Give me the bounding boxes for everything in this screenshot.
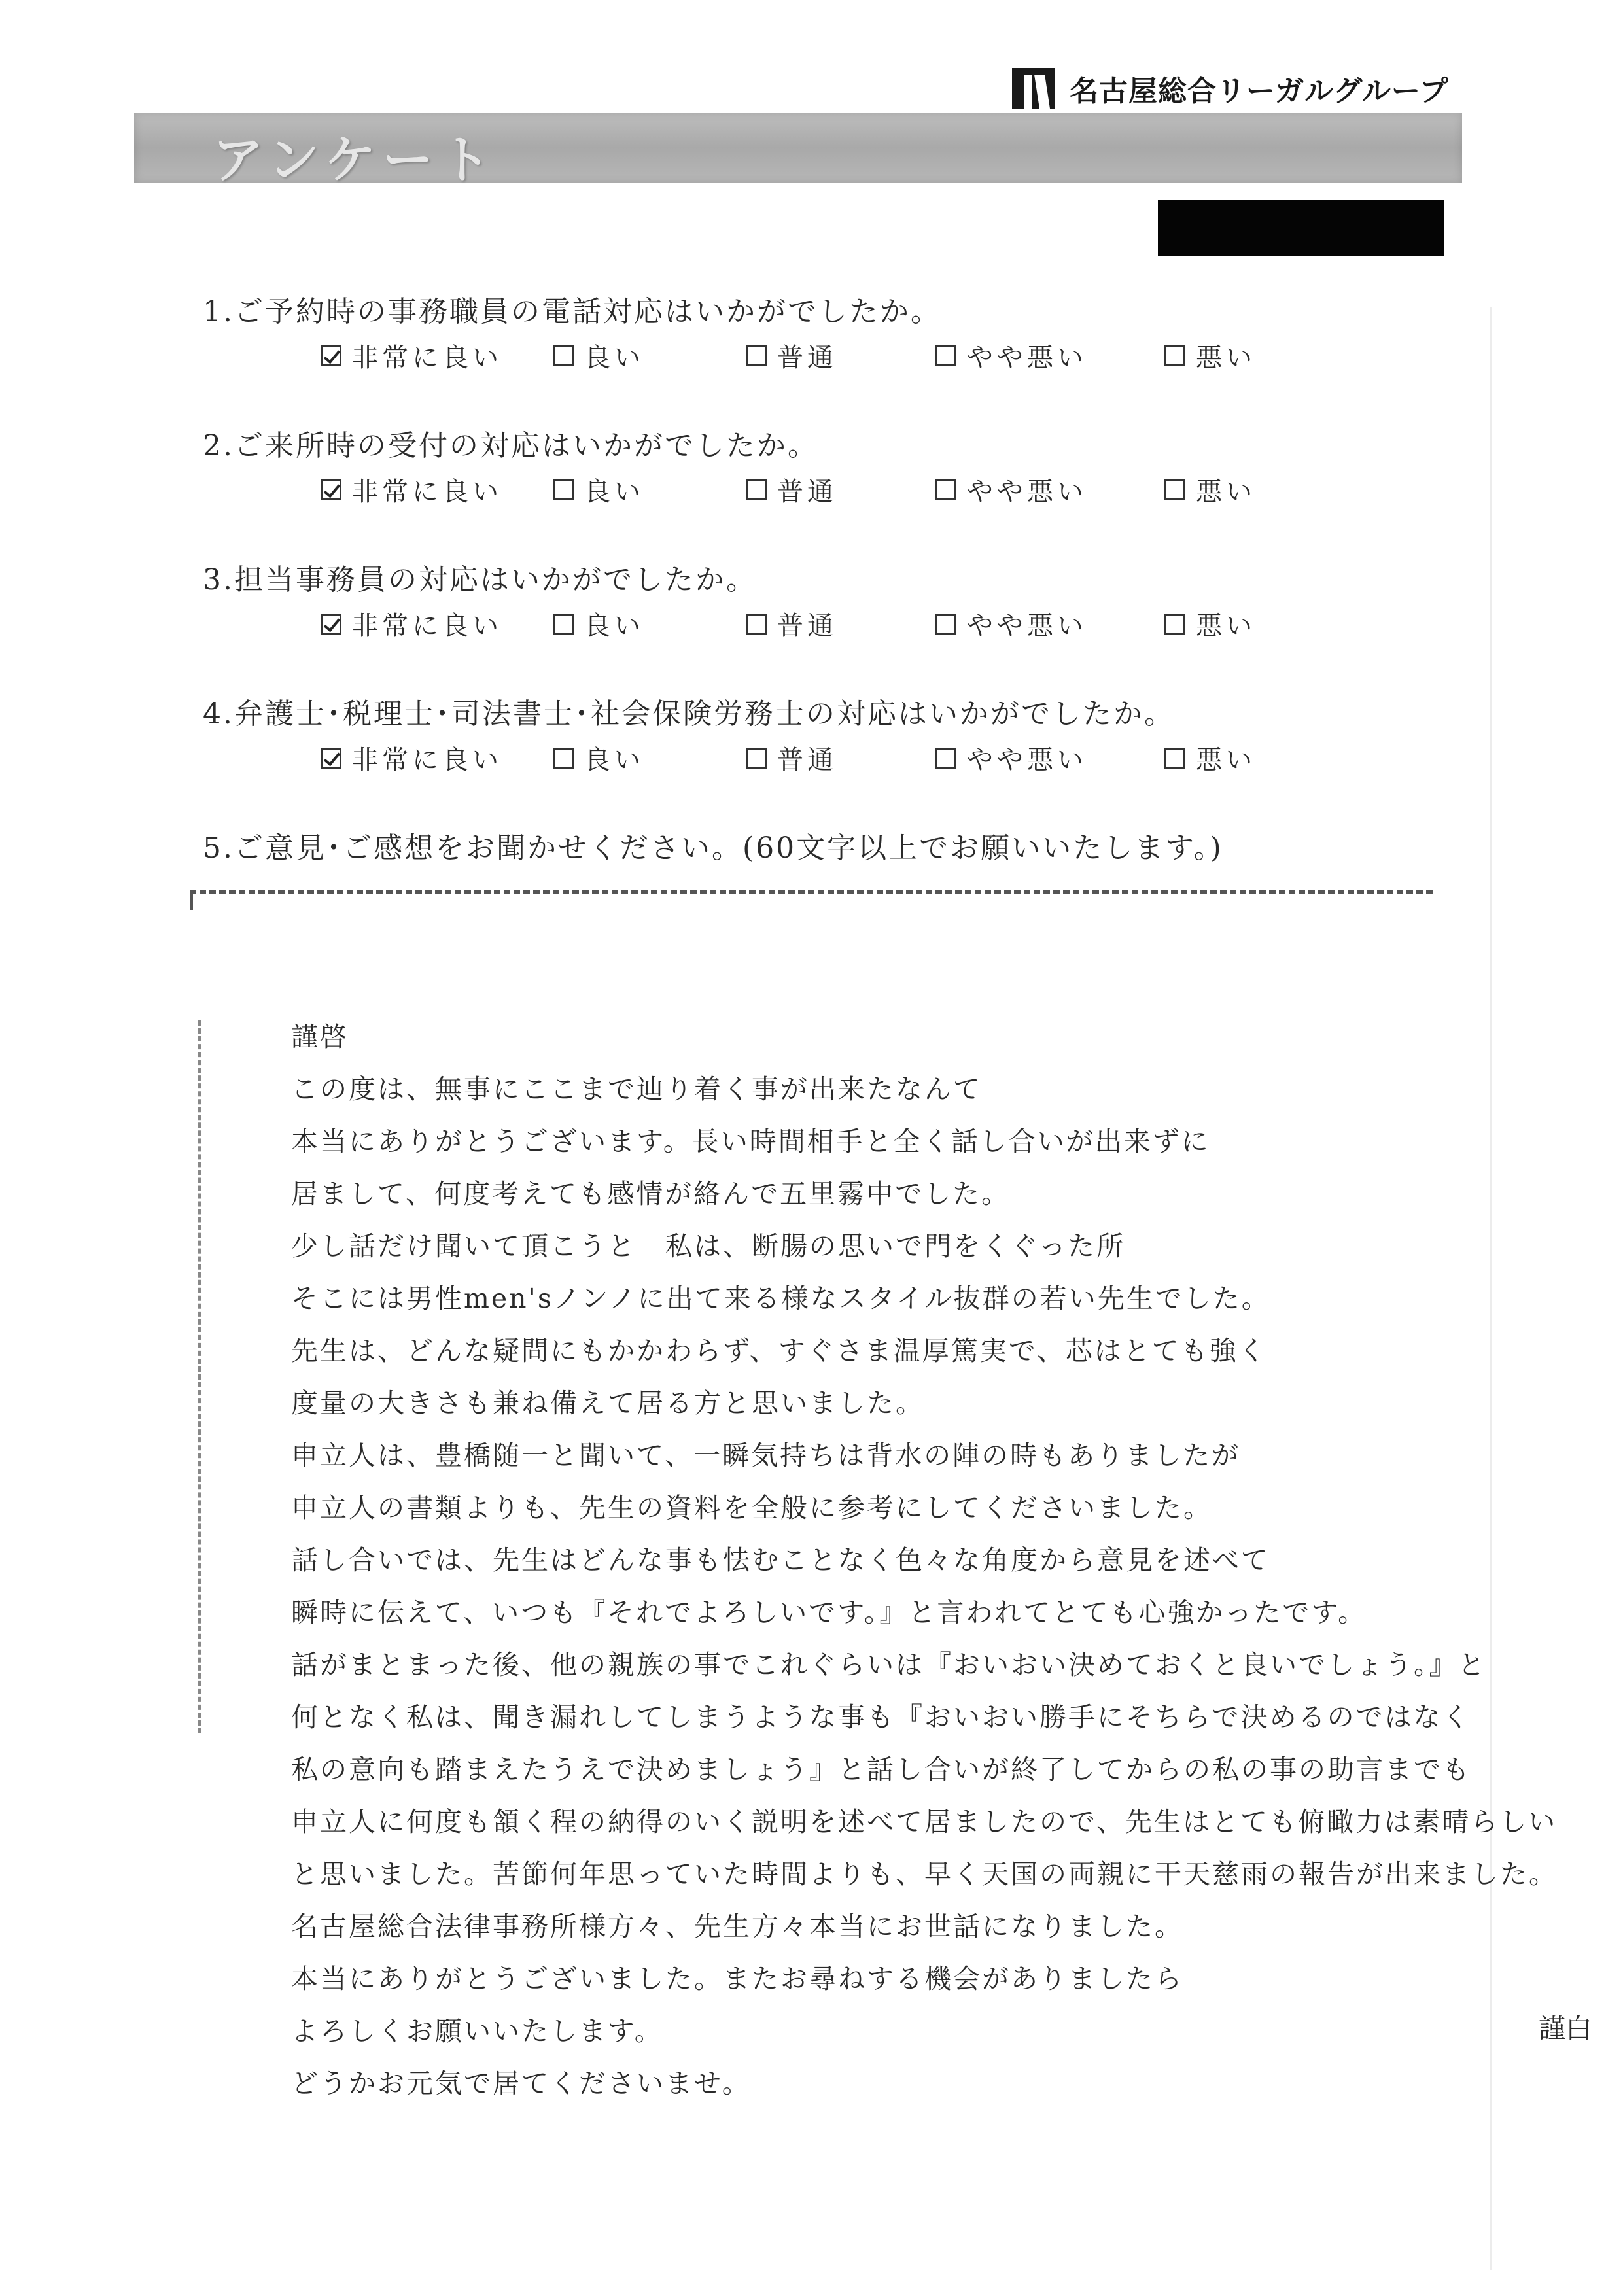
comment-line: 話がまとまった後、他の親族の事でこれぐらいは『おいおい決めておくと良いでしょう。』と bbox=[291, 1649, 1487, 1680]
comment-line: 申立人に何度も頷く程の納得のいく説明を述べて居ましたので、先生はとても俯瞰力は素晴らしい bbox=[291, 1806, 1558, 1837]
logo-mark-icon bbox=[1011, 67, 1056, 110]
comment-line: そこには男性men'sノンノに出て来る様なスタイル抜群の若い先生でした。 bbox=[291, 1283, 1270, 1314]
comment-line: この度は、無事にここまで辿り着く事が出来たなんて bbox=[291, 1073, 982, 1105]
option-somewhat-bad[interactable]: やや悪い bbox=[935, 337, 1087, 374]
checkbox-checked[interactable] bbox=[321, 614, 341, 635]
comment-line: 申立人は、豊橋随一と聞いて、一瞬気持ちは背水の陣の時もありましたが bbox=[291, 1440, 1241, 1471]
option-bad[interactable]: 悪い bbox=[1164, 337, 1256, 374]
option-very-good[interactable]: 非常に良い bbox=[321, 471, 502, 508]
comment-line: と思いました。苦節何年思っていた時間よりも、早く天国の両親に干天慈雨の報告が出来ました。 bbox=[291, 1858, 1558, 1890]
question-3: 3.担当事務員の対応はいかがでしたか。 bbox=[203, 563, 757, 597]
option-bad[interactable]: 悪い bbox=[1164, 471, 1256, 508]
question-5: 5.ご意見･ご感想をお聞かせください。(60文字以上でお願いいたします。) bbox=[203, 831, 1223, 865]
option-bad[interactable]: 悪い bbox=[1164, 605, 1256, 642]
question-4: 4.弁護士･税理士･司法書士･社会保険労務士の対応はいかがでしたか。 bbox=[203, 697, 1175, 731]
option-good[interactable]: 良い bbox=[553, 471, 644, 508]
comment-line: 謹啓 bbox=[291, 1021, 349, 1052]
checkbox[interactable] bbox=[1164, 748, 1185, 769]
comment-line: どうかお元気で居てくださいませ。 bbox=[291, 2068, 751, 2099]
question-1: 1.ご予約時の事務職員の電話対応はいかがでしたか。 bbox=[203, 295, 941, 328]
option-somewhat-bad[interactable]: やや悪い bbox=[935, 739, 1087, 776]
title-banner bbox=[134, 113, 1462, 190]
comment-line: 私の意向も踏まえたうえで決めましょう』と話し合いが終了してからの私の事の助言までも bbox=[291, 1754, 1471, 1785]
checkbox[interactable] bbox=[1164, 479, 1185, 500]
option-good[interactable]: 良い bbox=[553, 605, 644, 642]
comment-line: 瞬時に伝えて、いつも『それでよろしいです。』と言われてとても心強かったです。 bbox=[291, 1597, 1367, 1628]
option-good[interactable]: 良い bbox=[553, 337, 644, 374]
checkbox[interactable] bbox=[935, 345, 956, 366]
option-somewhat-bad[interactable]: やや悪い bbox=[935, 471, 1087, 508]
question-2-options bbox=[321, 471, 1367, 510]
checkbox[interactable] bbox=[935, 479, 956, 500]
question-2: 2.ご来所時の受付の対応はいかがでしたか。 bbox=[203, 429, 818, 462]
option-bad[interactable]: 悪い bbox=[1164, 739, 1256, 776]
comment-line: 先生は、どんな疑問にもかかわらず、すぐさま温厚篤実で、芯はとても強く bbox=[291, 1335, 1267, 1366]
checkbox[interactable] bbox=[553, 748, 574, 769]
divider-tick bbox=[190, 890, 193, 910]
comment-line: 申立人の書類よりも、先生の資料を全般に参考にしてくださいました。 bbox=[291, 1492, 1212, 1523]
option-very-good[interactable]: 非常に良い bbox=[321, 605, 502, 642]
checkbox-checked[interactable] bbox=[321, 345, 341, 366]
checkbox-checked[interactable] bbox=[321, 479, 341, 500]
comment-line: 話し合いでは、先生はどんな事も怯むことなく色々な角度から意見を述べて bbox=[291, 1544, 1270, 1576]
checkbox[interactable] bbox=[553, 614, 574, 635]
comment-text bbox=[291, 1011, 1573, 2110]
comment-line: よろしくお願いいたします。 bbox=[291, 2015, 663, 2047]
checkbox[interactable] bbox=[1164, 614, 1185, 635]
checkbox[interactable] bbox=[553, 479, 574, 500]
comment-line: 何となく私は、聞き漏れしてしまうような事も『おいおい勝手にそちらで決めるのではなく bbox=[291, 1701, 1471, 1733]
checkbox[interactable] bbox=[746, 614, 767, 635]
comment-side-line bbox=[198, 1020, 201, 1733]
question-4-options bbox=[321, 739, 1367, 778]
option-average[interactable]: 普通 bbox=[746, 471, 837, 508]
comment-line: 居まして、何度考えても感情が絡んで五里霧中でした。 bbox=[291, 1178, 1011, 1209]
checkbox[interactable] bbox=[746, 479, 767, 500]
question-1-options bbox=[321, 337, 1367, 376]
comment-line: 本当にありがとうございます。長い時間相手と全く話し合いが出来ずに bbox=[291, 1126, 1210, 1157]
comment-closing: 謹白 bbox=[1539, 2013, 1592, 2044]
option-average[interactable]: 普通 bbox=[746, 605, 837, 642]
option-very-good[interactable]: 非常に良い bbox=[321, 337, 502, 374]
dashed-divider bbox=[190, 890, 1433, 894]
comment-line: 本当にありがとうございました。またお尋ねする機会がありましたら bbox=[291, 1963, 1183, 1994]
option-average[interactable]: 普通 bbox=[746, 337, 837, 374]
checkbox[interactable] bbox=[746, 345, 767, 366]
comment-line: 度量の大きさも兼ね備えて居る方と思いました。 bbox=[291, 1387, 924, 1419]
checkbox-checked[interactable] bbox=[321, 748, 341, 769]
checkbox[interactable] bbox=[935, 614, 956, 635]
logo-text: 名古屋総合リーガルグループ bbox=[1070, 75, 1449, 108]
option-very-good[interactable]: 非常に良い bbox=[321, 739, 502, 776]
checkbox[interactable] bbox=[1164, 345, 1185, 366]
comment-line: 名古屋総合法律事務所様方々、先生方々本当にお世話になりました。 bbox=[291, 1911, 1183, 1942]
question-3-options bbox=[321, 605, 1367, 644]
checkbox[interactable] bbox=[935, 748, 956, 769]
company-logo bbox=[1011, 65, 1449, 111]
option-average[interactable]: 普通 bbox=[746, 739, 837, 776]
checkbox[interactable] bbox=[746, 748, 767, 769]
redacted-name-block bbox=[1158, 200, 1444, 256]
option-good[interactable]: 良い bbox=[553, 739, 644, 776]
option-somewhat-bad[interactable]: やや悪い bbox=[935, 605, 1087, 642]
checkbox[interactable] bbox=[553, 345, 574, 366]
page-title: アンケート bbox=[213, 131, 498, 190]
comment-line: 少し話だけ聞いて頂こうと 私は、断腸の思いで門をくぐった所 bbox=[291, 1230, 1126, 1262]
